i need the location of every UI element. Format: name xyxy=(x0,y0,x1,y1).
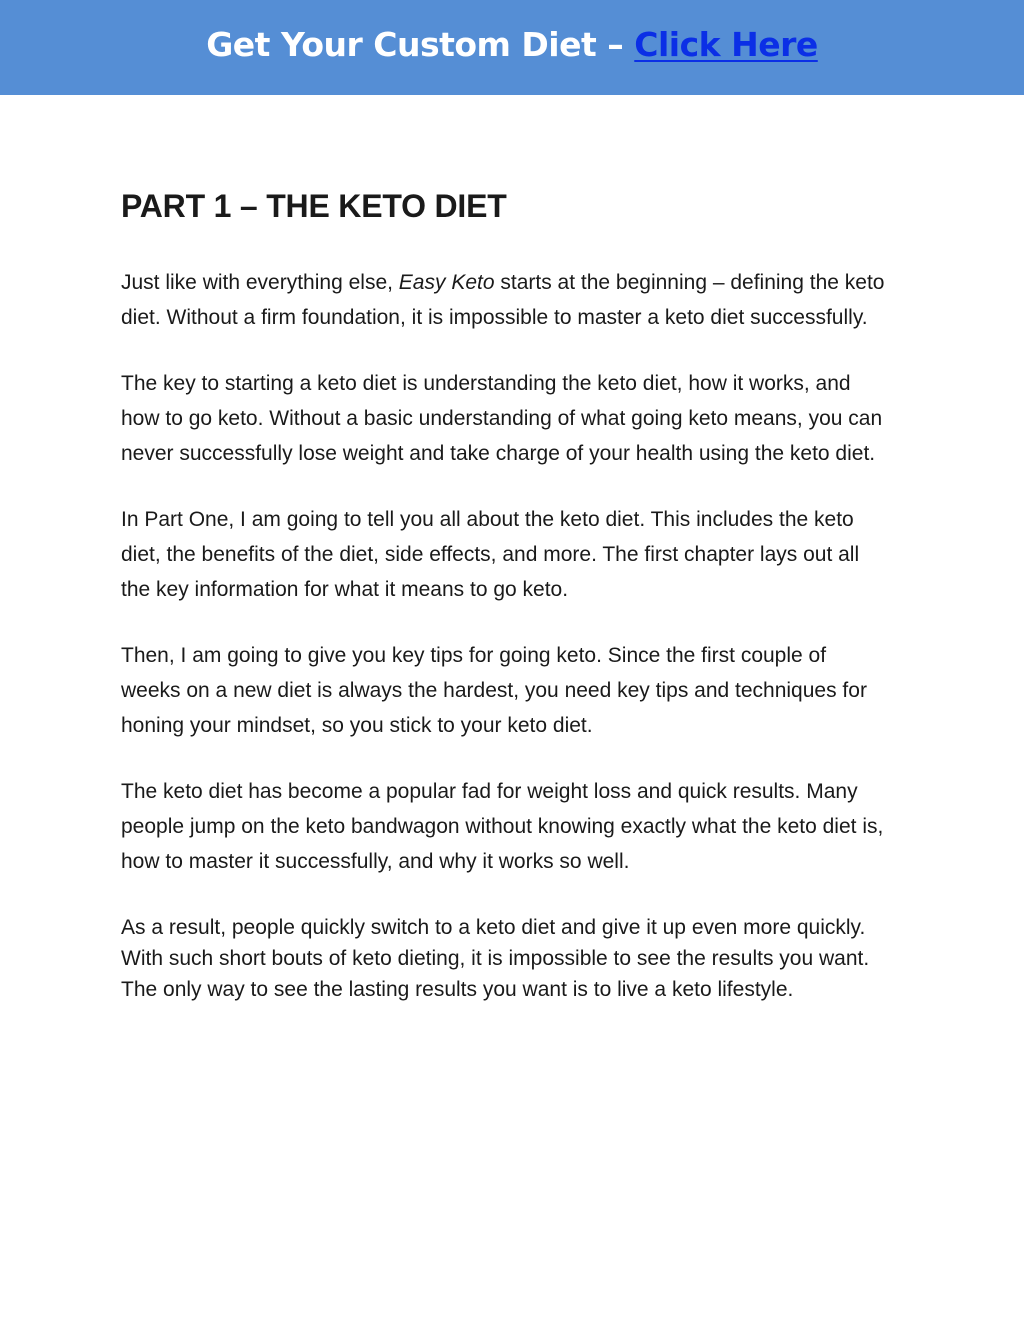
banner-text xyxy=(206,25,818,64)
article-body xyxy=(121,180,891,1005)
banner-prefix: Get Your Custom Diet – xyxy=(206,25,635,64)
paragraph-key-tips: Then, I am going to give you key tips for going keto. Since the first couple of weeks on a new diet is always the hardest, you need key tips and techniques for honing your mindset, so you stick to your keto diet. xyxy=(121,644,867,737)
intro-paragraph xyxy=(121,265,891,335)
intro-before: Just like with everything else, xyxy=(121,271,399,294)
page-heading: PART 1 – THE KETO DIET xyxy=(121,188,507,224)
paragraph-as-a-result: As a result, people quickly switch to a keto diet and give it up even more quickly. With such short bouts of keto dieting, it is impossible to see the results you want. The only way to see the lasting results you want is to live a keto lifestyle. xyxy=(121,916,870,1001)
click-here-link[interactable]: Click Here xyxy=(634,25,818,64)
paragraph-part-one: In Part One, I am going to tell you all about the keto diet. This includes the keto diet, the benefits of the diet, side effects, and more. The first chapter lays out all the key information for what it means to go keto. xyxy=(121,508,860,601)
intro-emphasis: Easy Keto xyxy=(398,271,495,294)
intro-after: starts at the beginning – defining the keto diet. Without a firm foundation, it is impossible to master a keto diet successfully. xyxy=(121,271,885,329)
paragraph-key-to-starting: The key to starting a keto diet is understanding the keto diet, how it works, and how to go keto. Without a basic understanding of what going keto means, you can never successfully lose weight and take charge of your health using the keto diet. xyxy=(121,372,883,465)
promo-banner xyxy=(0,0,1024,95)
paragraph-popular-fad: The keto diet has become a popular fad for weight loss and quick results. Many people jump on the keto bandwagon without knowing exactly what the keto diet is, how to master it successfully, and why it works so well. xyxy=(121,780,884,873)
